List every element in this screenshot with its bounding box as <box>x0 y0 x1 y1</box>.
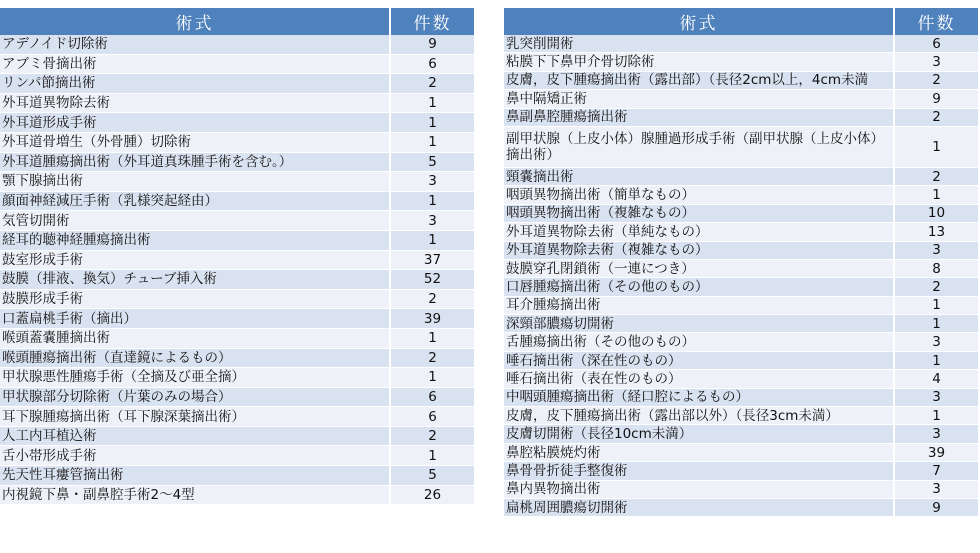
table-row <box>504 108 978 126</box>
procedure-table-right <box>504 8 978 517</box>
table-row <box>0 74 474 94</box>
table-row <box>0 446 474 466</box>
procedure-name-cell: 外耳道異物除去術 <box>0 93 390 113</box>
procedure-count-cell: 5 <box>390 152 474 172</box>
procedure-count-cell: 2 <box>894 278 978 296</box>
procedure-name-cell: 副甲状腺（上皮小体）腺腫過形成手術（副甲状腺（上皮小体）摘出術） <box>504 126 894 167</box>
procedure-name-cell: アデノイド切除術 <box>0 35 390 54</box>
procedure-count-cell: 10 <box>894 204 978 222</box>
table-row <box>504 333 978 351</box>
procedure-name-cell: 耳介腫瘍摘出術 <box>504 296 894 314</box>
table-row <box>0 309 474 329</box>
procedure-name-cell: 耳下腺腫瘍摘出術（耳下腺深葉摘出術） <box>0 407 390 427</box>
procedure-name-cell: 頸嚢摘出術 <box>504 167 894 185</box>
procedure-name-cell: 顔面神経減圧手術（乳様突起経由） <box>0 191 390 211</box>
procedure-count-cell: 3 <box>894 480 978 498</box>
procedure-name-cell: 外耳道異物除去術（単純なもの） <box>504 223 894 241</box>
table-row <box>504 498 978 516</box>
table-row <box>504 351 978 369</box>
column-header-count: 件数 <box>894 8 978 35</box>
table-row <box>504 462 978 480</box>
table-row <box>504 315 978 333</box>
table-row <box>0 289 474 309</box>
procedure-name-cell: リンパ節摘出術 <box>0 74 390 94</box>
table-row <box>0 191 474 211</box>
procedure-name-cell: 皮膚，皮下腫瘍摘出術（露出部以外）（長径3cm未満） <box>504 407 894 425</box>
procedure-count-cell: 8 <box>894 259 978 277</box>
procedure-name-cell: 甲状腺悪性腫瘍手術（全摘及び亜全摘） <box>0 368 390 388</box>
table-row <box>504 241 978 259</box>
procedure-name-cell: 咽頭異物摘出術（複雑なもの） <box>504 204 894 222</box>
procedure-count-cell: 9 <box>894 498 978 516</box>
procedure-count-cell: 1 <box>390 368 474 388</box>
procedure-name-cell: 舌小帯形成手術 <box>0 446 390 466</box>
procedure-name-cell: 乳突削開術 <box>504 35 894 53</box>
procedure-count-cell: 3 <box>894 53 978 71</box>
procedure-name-cell: 鼻内異物摘出術 <box>504 480 894 498</box>
table-row <box>0 466 474 486</box>
procedure-count-cell: 2 <box>894 167 978 185</box>
procedure-count-cell: 2 <box>390 74 474 94</box>
table-row <box>0 387 474 407</box>
table-row <box>0 35 474 54</box>
procedure-name-cell: 鼓膜（排液、換気）チューブ挿入術 <box>0 270 390 290</box>
procedure-name-cell: 外耳道骨増生（外骨腫）切除術 <box>0 132 390 152</box>
procedure-count-cell: 1 <box>894 296 978 314</box>
procedure-count-cell: 1 <box>894 315 978 333</box>
procedure-count-cell: 3 <box>894 388 978 406</box>
procedure-name-cell: 唾石摘出術（深在性のもの） <box>504 351 894 369</box>
table-row <box>0 328 474 348</box>
table-row <box>0 407 474 427</box>
procedure-count-cell: 1 <box>390 446 474 466</box>
procedure-count-cell: 26 <box>390 485 474 505</box>
procedure-count-cell: 4 <box>894 370 978 388</box>
procedure-count-cell: 2 <box>390 426 474 446</box>
table-row <box>504 53 978 71</box>
procedure-name-cell: 鼓室形成手術 <box>0 250 390 270</box>
table-row <box>504 167 978 185</box>
table-row <box>504 35 978 53</box>
procedure-name-cell: 外耳道異物除去術（複雑なもの） <box>504 241 894 259</box>
table-row <box>504 126 978 167</box>
procedure-count-cell: 1 <box>390 93 474 113</box>
procedure-count-cell: 6 <box>894 35 978 53</box>
procedure-count-cell: 1 <box>894 186 978 204</box>
procedure-name-cell: 咽頭異物摘出術（簡単なもの） <box>504 186 894 204</box>
procedure-name-cell: 唾石摘出術（表在性のもの） <box>504 370 894 388</box>
procedure-count-cell: 1 <box>390 191 474 211</box>
procedure-count-cell: 13 <box>894 223 978 241</box>
column-header-count: 件数 <box>390 8 474 35</box>
table-row <box>504 296 978 314</box>
procedure-count-cell: 1 <box>894 351 978 369</box>
procedure-name-cell: 扁桃周囲膿瘍切開術 <box>504 498 894 516</box>
procedure-count-cell: 3 <box>894 333 978 351</box>
procedure-name-cell: 先天性耳瘻管摘出術 <box>0 466 390 486</box>
table-row <box>504 278 978 296</box>
table-row <box>0 348 474 368</box>
table-row <box>0 172 474 192</box>
table-row <box>0 270 474 290</box>
procedure-count-cell: 3 <box>894 425 978 443</box>
table-row <box>0 132 474 152</box>
procedure-name-cell: 鼻骨骨折徒手整復術 <box>504 462 894 480</box>
procedure-name-cell: 口唇腫瘍摘出術（その他のもの） <box>504 278 894 296</box>
procedure-name-cell: 鼻中隔矯正術 <box>504 90 894 108</box>
procedure-name-cell: 喉頭腫瘍摘出術（直達鏡によるもの） <box>0 348 390 368</box>
procedure-count-cell: 52 <box>390 270 474 290</box>
procedure-name-cell: 口蓋扁桃手術（摘出） <box>0 309 390 329</box>
column-header-procedure: 術式 <box>0 8 390 35</box>
procedure-count-cell: 37 <box>390 250 474 270</box>
procedure-count-cell: 1 <box>390 113 474 133</box>
table-header-row <box>504 8 978 35</box>
table-header-row <box>0 8 474 35</box>
procedure-name-cell: 中咽頭腫瘍摘出術（経口腔によるもの） <box>504 388 894 406</box>
procedure-count-cell: 5 <box>390 466 474 486</box>
procedure-count-cell: 6 <box>390 54 474 74</box>
table-row <box>0 230 474 250</box>
procedure-name-cell: 鼓膜穿孔閉鎖術（一連につき） <box>504 259 894 277</box>
procedure-count-cell: 7 <box>894 462 978 480</box>
procedure-count-cell: 2 <box>390 289 474 309</box>
procedure-table-left <box>0 8 474 505</box>
table-row <box>504 90 978 108</box>
procedure-name-cell: 顎下腺摘出術 <box>0 172 390 192</box>
procedure-name-cell: 舌腫瘍摘出術（その他のもの） <box>504 333 894 351</box>
table-row <box>504 370 978 388</box>
table-row <box>504 204 978 222</box>
table-row <box>504 425 978 443</box>
procedure-name-cell: 経耳的聴神経腫瘍摘出術 <box>0 230 390 250</box>
procedure-count-cell: 39 <box>390 309 474 329</box>
procedure-count-cell: 6 <box>390 407 474 427</box>
procedure-name-cell: 外耳道形成手術 <box>0 113 390 133</box>
procedure-name-cell: 内視鏡下鼻・副鼻腔手術2～4型 <box>0 485 390 505</box>
procedure-count-cell: 1 <box>894 407 978 425</box>
procedure-name-cell: 皮膚，皮下腫瘍摘出術（露出部）（長径2cm以上，4cm未満 <box>504 71 894 89</box>
procedure-name-cell: 粘膜下下鼻甲介骨切除術 <box>504 53 894 71</box>
table-row <box>504 388 978 406</box>
table-row <box>504 71 978 89</box>
procedure-count-cell: 1 <box>894 126 978 167</box>
procedure-name-cell: 深頸部膿瘍切開術 <box>504 315 894 333</box>
procedure-name-cell: 外耳道腫瘍摘出術（外耳道真珠腫手術を含む。） <box>0 152 390 172</box>
table-row <box>0 152 474 172</box>
table-row <box>0 211 474 231</box>
procedure-count-cell: 1 <box>390 328 474 348</box>
table-row <box>0 485 474 505</box>
table-row <box>0 426 474 446</box>
procedure-count-cell: 6 <box>390 387 474 407</box>
procedure-name-cell: 人工内耳植込術 <box>0 426 390 446</box>
procedure-name-cell: 鼻腔粘膜焼灼術 <box>504 443 894 461</box>
procedure-name-cell: 鼻副鼻腔腫瘍摘出術 <box>504 108 894 126</box>
table-row <box>0 54 474 74</box>
procedure-name-cell: 甲状腺部分切除術（片葉のみの場合） <box>0 387 390 407</box>
table-row <box>504 223 978 241</box>
table-row <box>0 368 474 388</box>
procedure-count-cell: 1 <box>390 230 474 250</box>
table-row <box>0 113 474 133</box>
procedure-name-cell: 喉頭蓋嚢腫摘出術 <box>0 328 390 348</box>
table-row <box>504 259 978 277</box>
procedure-name-cell: 鼓膜形成手術 <box>0 289 390 309</box>
procedure-name-cell: 気管切開術 <box>0 211 390 231</box>
procedure-count-cell: 3 <box>390 211 474 231</box>
table-row <box>0 93 474 113</box>
procedure-count-cell: 2 <box>894 108 978 126</box>
procedure-count-cell: 9 <box>390 35 474 54</box>
procedure-count-cell: 9 <box>894 90 978 108</box>
procedure-count-cell: 39 <box>894 443 978 461</box>
table-row <box>504 443 978 461</box>
table-row <box>504 407 978 425</box>
table-row <box>504 186 978 204</box>
procedure-count-cell: 2 <box>894 71 978 89</box>
column-header-procedure: 術式 <box>504 8 894 35</box>
procedure-name-cell: アブミ骨摘出術 <box>0 54 390 74</box>
table-row <box>504 480 978 498</box>
table-row <box>0 250 474 270</box>
procedure-name-cell: 皮膚切開術（長径10cm未満） <box>504 425 894 443</box>
procedure-count-cell: 3 <box>390 172 474 192</box>
procedure-count-cell: 1 <box>390 132 474 152</box>
procedure-count-cell: 2 <box>390 348 474 368</box>
procedure-count-cell: 3 <box>894 241 978 259</box>
